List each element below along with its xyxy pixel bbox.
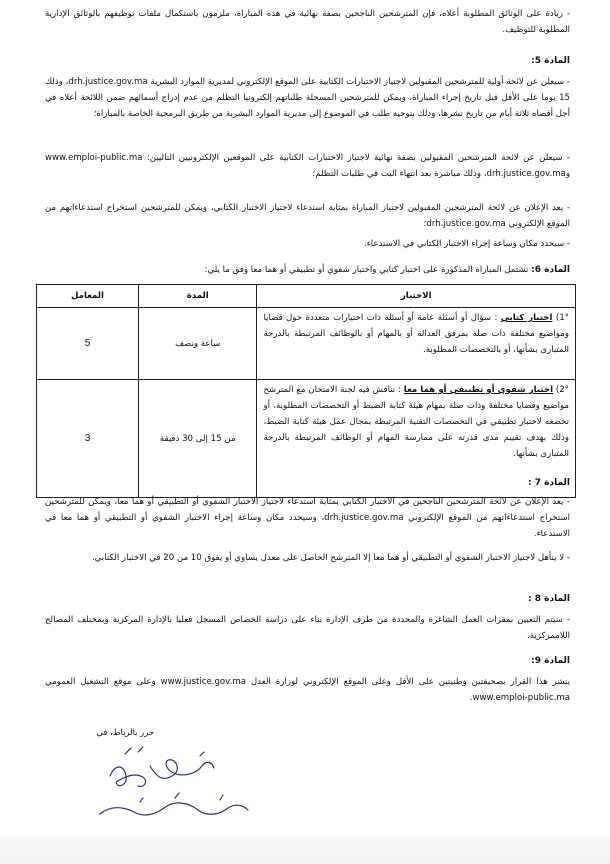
signature-place: حرر بالرباط، في <box>96 727 154 737</box>
test-cell <box>257 308 576 380</box>
header-coef: المعامل <box>37 285 139 308</box>
article-5-item-3: - يعد الإعلان عن لائحة المترشحين المقبولين لاجتياز المباراة بمثابة استدعاء لاجتياز الاختبار الكتابي، ويمكن للمترشحين استخراج استدعاءاتهم من الموقع الإلكتروني drh.justice.gov.ma؛ <box>45 200 570 232</box>
header-test: الاختبار <box>257 285 576 308</box>
handwritten-signature <box>80 736 280 836</box>
article-5-item-4: - سيحدد مكان وساعة إجراء الاختبار الكتابي في الاستدعاء. <box>45 236 570 252</box>
article-5-heading: المادة 5: <box>531 56 570 66</box>
test-name: اختبار كتابي <box>500 313 553 323</box>
article-7-heading: المادة 7 : <box>528 478 570 488</box>
article-6-intro <box>45 262 570 278</box>
coef-cell: 3 <box>37 380 139 498</box>
test-number: 2°) <box>555 385 569 395</box>
table-row <box>37 308 576 380</box>
duration-cell: من 15 إلى 30 دقيقة <box>138 380 256 498</box>
exam-table-header <box>37 285 576 308</box>
article-9-heading: المادة 9: <box>531 656 570 666</box>
article-5-item-1: - سيعلن عن لائحة أولية للمترشحين المقبولين لاجتياز الاختبارات الكتابية على الموقع الإلكتروني لمديرية الموارد البشرية drh.justice.gov.ma، وذلك 15 يوما على الأقل قبل تاريخ إجراء المباراة، ويمكن للمترشحين المسجلة طلباتهم إلكترونيا التظلم من عدم إدراج أسمائهم ضمن اللائحة أعلاه في أجل أقصاه ثلاثة أيام من تاريخ نشرها، وذلك بتوجيه طلب في الموضوع إلى مديرية الموارد البشرية من طريق البرمجية الخاصة بالمباراة؛ <box>45 74 570 122</box>
duration-cell: ساعة ونصف <box>138 308 256 380</box>
article-6-intro-text: تشتمل المباراة المذكورة على اختبار كتابي واختبار شفوي أو تطبيقي أو هما معا وفق ما يلي: <box>204 265 529 275</box>
page-footer-shadow <box>0 836 610 864</box>
article-6-heading: المادة 6: <box>531 265 570 275</box>
article-7-item-1: - يعد الإعلان عن لائحة المترشحين الناجحين في الاختبار الكتابي بمثابة استدعاء لاجتياز الاختبار الشفوي أو التطبيقي أو هما معا، ويمكن للمترشحين استخراج استدعاءاتهم من الموقع الإلكتروني drh.justice.gov.ma، وسيحدد مكان وساعة إجراء الاختبار الشفوي أو التطبيقي أو هما معا في الاستدعاء. <box>45 494 570 542</box>
exam-table <box>36 284 576 498</box>
header-duration: المدة <box>138 285 256 308</box>
article-8-item-1: - سيتم التعيين بمقرات العمل الشاغرة والمحددة من طرف الإدارة بناء على دراسة الخصاص المسجل فعليا بالإدارة المركزية وبمختلف المصالح اللاممركزية. <box>45 612 570 644</box>
coef-cell: 5 <box>37 308 139 380</box>
intro-bullet: - زيادة على الوثائق المطلوبة أعلاه، فإن المترشحين الناجحين بصفة نهائية في هذه المباراة، ملزمون باستكمال ملفات توظيفهم بالوثائق الإدارية المطلوبة للتوظيف. <box>45 6 570 38</box>
test-name: اختبار شفوي أو تطبيقي أو هما معا <box>403 385 554 395</box>
article-8-heading: المادة 8 : <box>528 594 570 604</box>
test-number: 1°) <box>555 313 569 323</box>
table-row <box>37 380 576 498</box>
test-description: : تناقش فيه لجنة الامتحان مع المترشح مواضيع وقضايا مختلفة وذات صلة بمهام هيئة كتابة الضبط أو التخصصات المطلوبة، أو تخضعه لاختبار تطبيقي في التخصصات التقنية المرتبطة بمجال عمل هيئة كتابة الضبط، وذلك بهدف تقييم مدى قدرته على ممارسة المهام أو الوظائف المرتبطة بالدرجة المتبارى بشأنها. <box>263 385 569 459</box>
article-9-text: ينشر هذا القرار بصحيفتين وطنيتين على الأقل وعلى الموقع الإلكتروني لوزارة العدل www.justice.gov.ma وعلى موقع التشغيل العمومي www.emploi-public.ma. <box>45 677 570 703</box>
article-5-item-2: - سيعلن عن لائحة المترشحين المقبولين بصفة نهائية لاجتياز الاختبارات الكتابية على الموقعين الإلكترونيين التاليين: www.emploi-public.ma وdrh.justice.gov.ma، وذلك مباشرة بعد انتهاء البت في طلبات التظلم؛ <box>45 150 570 182</box>
article-7-item-2: - لا يتأهل لاجتياز الاختبار الشفوي أو التطبيقي أو هما معا إلا المترشح الحاصل على معدل يساوي أو يفوق 10 من 20 في الاختبار الكتابي. <box>45 550 570 566</box>
test-description: : سؤال أو أسئلة عامة أو أسئلة ذات اختيارات متعددة حول قضايا ومواضيع مختلفة ذات صلة بمرفق العدالة أو بالمهام أو بالوظائف المرتبطة بالدرجة المتبارى بشأنها، أو بالتخصصات المطلوبة. <box>263 313 569 355</box>
